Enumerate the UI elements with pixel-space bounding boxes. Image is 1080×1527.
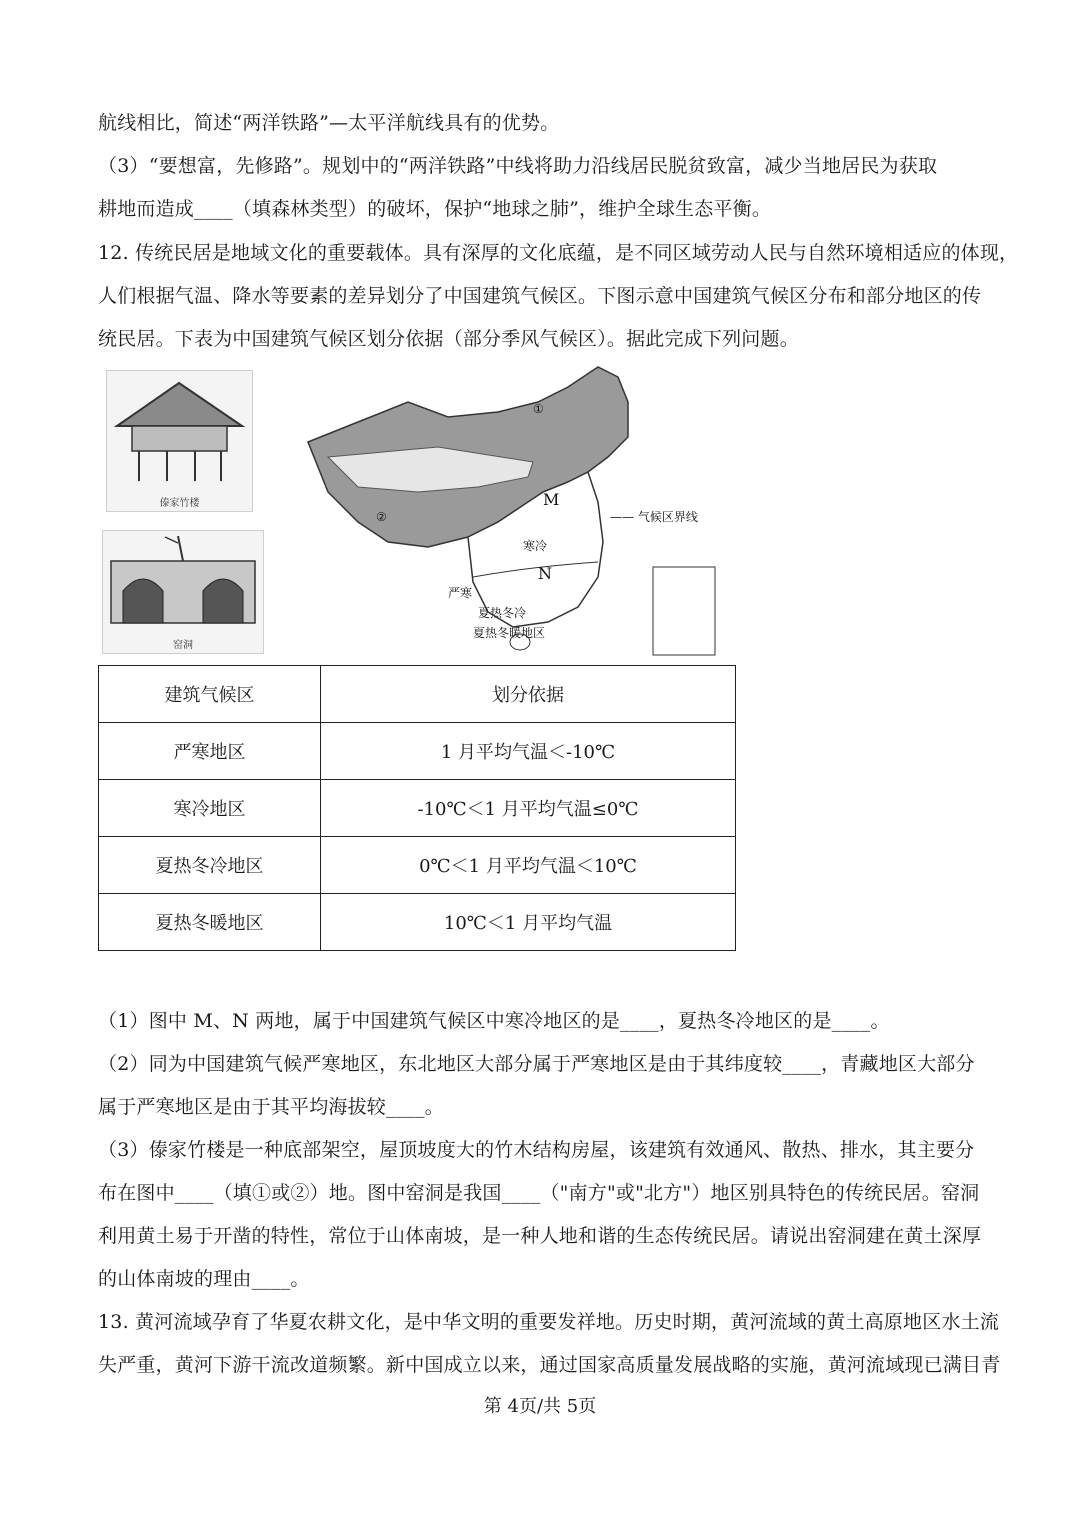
table-cell: 夏热冬暖地区: [99, 894, 321, 951]
text-line: 属于严寒地区是由于其平均海拔较____。: [98, 1096, 445, 1118]
text-line: 的山体南坡的理由____。: [98, 1268, 310, 1290]
map-label: ①: [533, 402, 544, 416]
question-12-3: （3）傣家竹楼是一种底部架空，屋顶坡度大的竹木结构房屋，该建筑有效通风、散热、排水，其主要分: [98, 1139, 975, 1161]
map-label-n: N: [538, 564, 552, 583]
house-caption: 傣家竹楼: [159, 498, 200, 509]
map-label: 严寒: [448, 586, 473, 600]
question-12-1: （1）图中 M、N 两地，属于中国建筑气候区中寒冷地区的是____，夏热冬冷地区的是____。: [98, 1010, 890, 1032]
map-label-m: M: [543, 490, 560, 509]
cave-dwelling-image: [102, 530, 264, 654]
table-cell: 夏热冬冷地区: [99, 837, 321, 894]
map-label: 夏热冬暖地区: [473, 626, 546, 640]
text-line: 统民居。下表为中国建筑气候区划分依据（部分季风气候区）。据此完成下列问题。: [98, 328, 799, 350]
house-caption: 窑洞: [173, 640, 193, 651]
table-cell: 严寒地区: [99, 723, 321, 780]
question-12-intro: 12. 传统民居是地域文化的重要载体。具有深厚的文化底蕴，是不同区域劳动人民与自然环境相适应的体现，: [98, 242, 1019, 264]
climate-zone-table: [98, 665, 736, 951]
cave-dwelling-icon: [103, 531, 263, 633]
text-line: 耕地而造成____（填森林类型）的破坏，保护“地球之肺”，维护全球生态平衡。: [98, 198, 772, 220]
page-footer: 第 4页/共 5页: [483, 1396, 597, 1417]
south-sea-inset: [653, 567, 715, 655]
table-row: [99, 837, 736, 894]
table-cell: 寒冷地区: [99, 780, 321, 837]
table-cell: 0℃＜1 月平均气温＜10℃: [321, 837, 736, 894]
table-header-cell: 划分依据: [321, 666, 736, 723]
text-line: 布在图中____（填①或②）地。图中窑洞是我国____（"南方"或"北方"）地区别具特色的传统民居。窑洞: [98, 1182, 980, 1204]
table-cell: -10℃＜1 月平均气温≤0℃: [321, 780, 736, 837]
map-label: ②: [376, 510, 387, 524]
climate-zone-figure: [98, 362, 758, 662]
text-line: （3）“要想富，先修路”。规划中的“两洋铁路”中线将助力沿线居民脱贫致富，减少当地居民为获取: [98, 155, 938, 177]
table-row: [99, 780, 736, 837]
bamboo-house-icon: [107, 371, 252, 491]
table-header-row: [99, 666, 736, 723]
bamboo-house-image: [106, 370, 253, 512]
text-line: 失严重，黄河下游干流改道频繁。新中国成立以来，通过国家高质量发展战略的实施，黄河流域现已满目青: [98, 1354, 1001, 1376]
text-line: 利用黄土易于开凿的特性，常位于山体南坡，是一种人地和谐的生态传统民居。请说出窑洞建在黄土深厚: [98, 1225, 982, 1247]
table-header-cell: 建筑气候区: [99, 666, 321, 723]
map-legend: —— 气候区界线: [610, 510, 698, 524]
question-12-2: （2）同为中国建筑气候严寒地区，东北地区大部分属于严寒地区是由于其纬度较____，青藏地区大部分: [98, 1053, 975, 1075]
question-13-intro: 13. 黄河流域孕育了华夏农耕文化，是中华文明的重要发祥地。历史时期，黄河流域的黄土高原地区水土流: [98, 1311, 1000, 1333]
table-row: [99, 723, 736, 780]
map-label: 夏热冬冷: [478, 606, 527, 620]
table-cell: 1 月平均气温＜-10℃: [321, 723, 736, 780]
map-label: 寒冷: [523, 539, 548, 553]
table-cell: 10℃＜1 月平均气温: [321, 894, 736, 951]
text-line: 航线相比，简述“两洋铁路”—太平洋航线具有的优势。: [98, 112, 560, 134]
table-row: [99, 894, 736, 951]
text-line: 人们根据气温、降水等要素的差异划分了中国建筑气候区。下图示意中国建筑气候区分布和部分地区的传: [98, 285, 982, 307]
